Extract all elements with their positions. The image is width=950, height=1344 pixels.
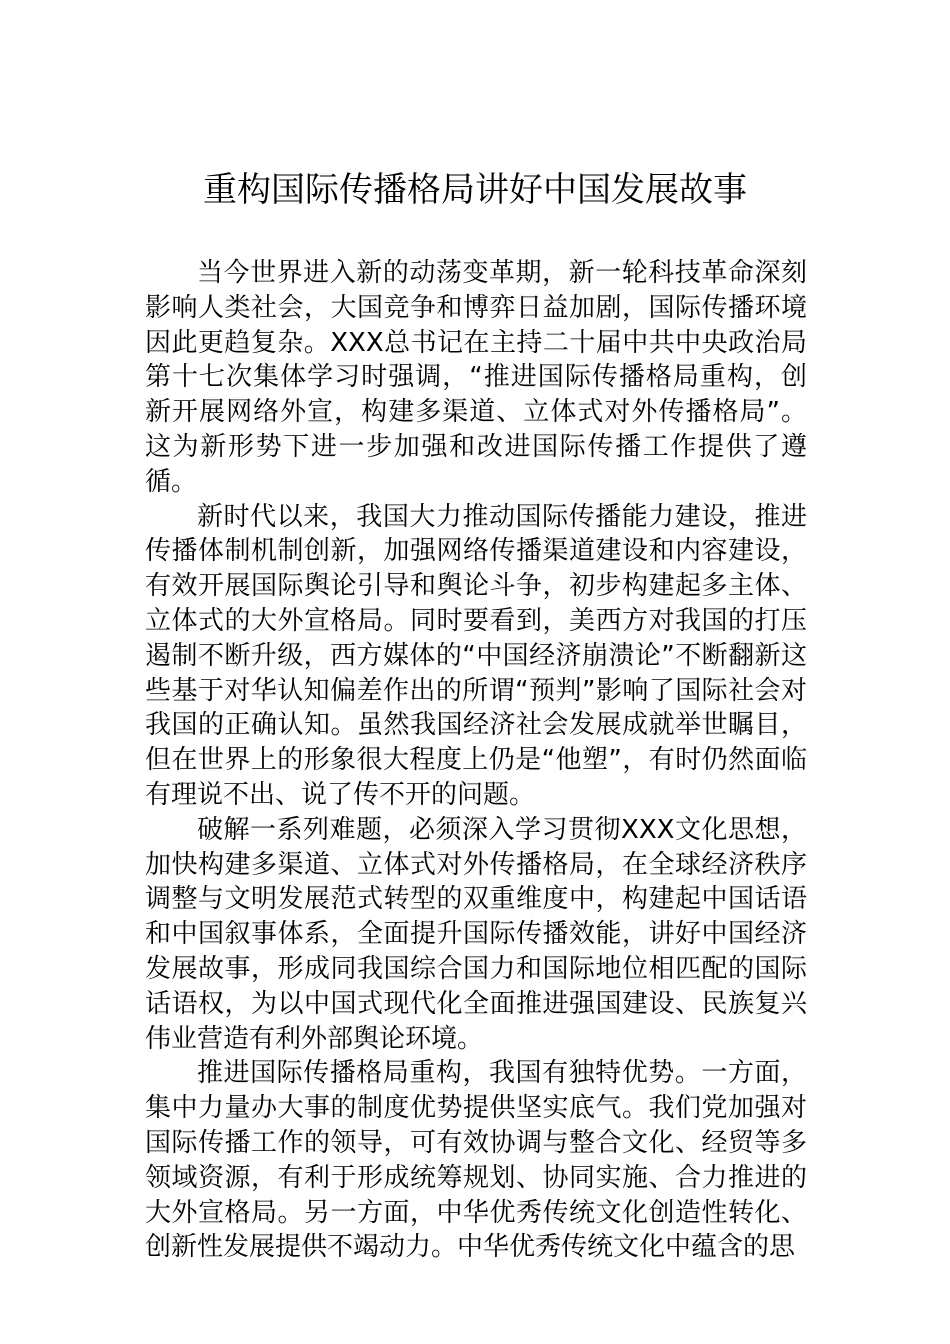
paragraph-1: 当今世界进入新的动荡变革期，新一轮科技革命深刻影响人类社会，大国竞争和博弈日益加剧，国际传播环境因此更趋复杂。XXX总书记在主持二十届中共中央政治局第十七次集体学习时强调，“推进国际传播格局重构，创新开展网络外宣，构建多渠道、立体式对外传播格局”。这为新形势下进一步加强和改进国际传播工作提供了遵循。 (145, 258, 807, 497)
paragraph-3: 破解一系列难题，必须深入学习贯彻XXX文化思想，加快构建多渠道、立体式对外传播格局，在全球经济秩序调整与文明发展范式转型的双重维度中，构建起中国话语和中国叙事体系，全面提升国际传播效能，讲好中国经济发展故事，形成同我国综合国力和国际地位相匹配的国际话语权，为以中国式现代化全面推进强国建设、民族复兴伟业营造有利外部舆论环境。 (145, 814, 807, 1054)
paragraph-2: 新时代以来，我国大力推动国际传播能力建设，推进传播体制机制创新，加强网络传播渠道建设和内容建设，有效开展国际舆论引导和舆论斗争，初步构建起多主体、立体式的大外宣格局。同时要看到，美西方对我国的打压遏制不断升级，西方媒体的“中国经济崩溃论”不断翻新这些基于对华认知偏差作出的所谓“预判”影响了国际社会对我国的正确认知。虽然我国经济社会发展成就举世瞩目，但在世界上的形象很大程度上仍是“他塑”，有时仍然面临有理说不出、说了传不开的问题。 (145, 501, 807, 810)
paragraph-4: 推进国际传播格局重构，我国有独特优势。一方面，集中力量办大事的制度优势提供坚实底气。我们党加强对国际传播工作的领导，可有效协调与整合文化、经贸等多领域资源，有利于形成统筹规划、协同实施、合力推进的大外宣格局。另一方面，中华优秀传统文化创造性转化、创新性发展提供不竭动力。中华优秀传统文化中蕴含的思 (145, 1058, 807, 1263)
document-body (145, 256, 807, 1265)
document-title: 重构国际传播格局讲好中国发展故事 (203, 170, 747, 210)
